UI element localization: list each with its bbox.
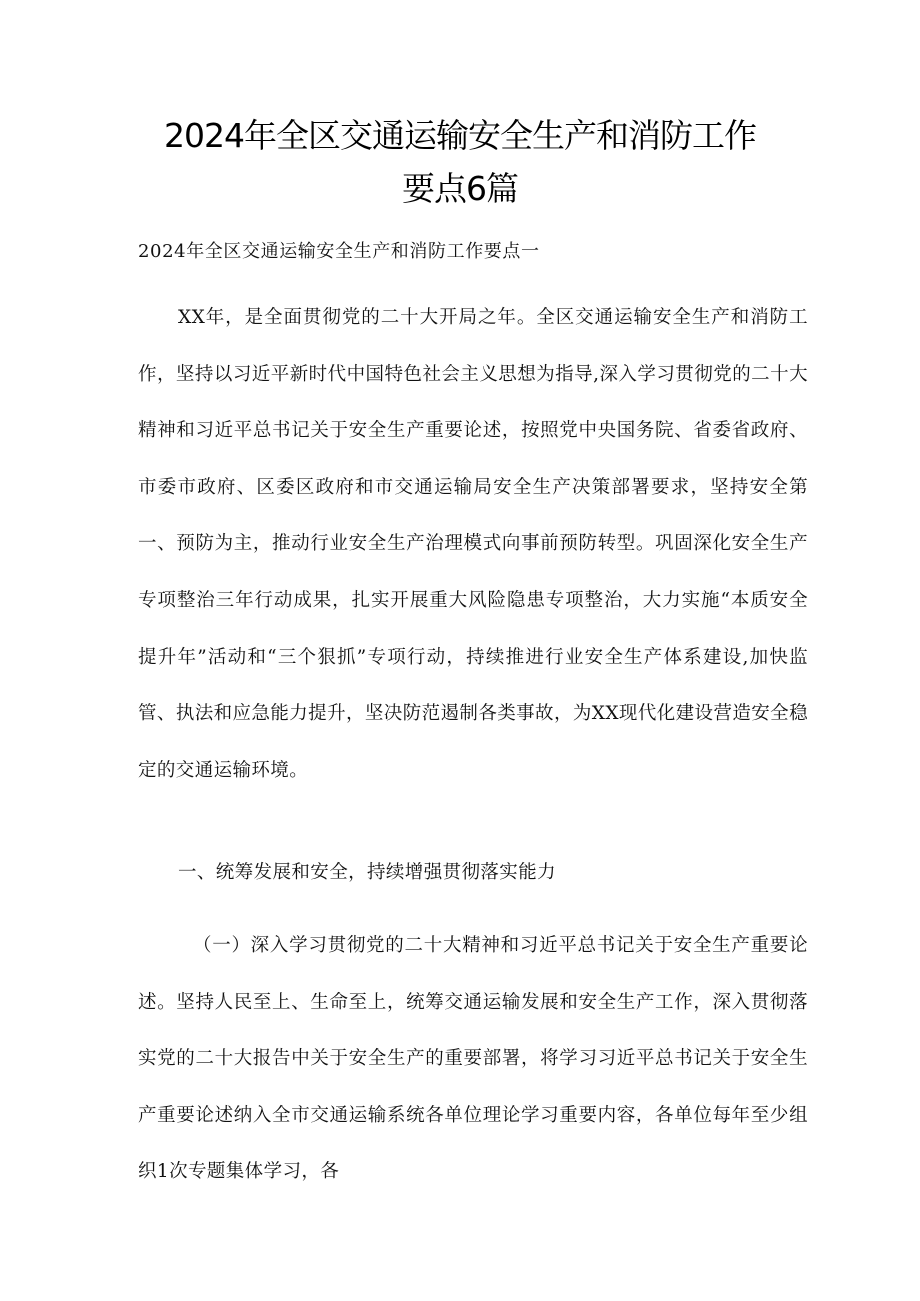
document-title-line1: 2024年全区交通运输安全生产和消防工作	[164, 116, 756, 155]
paragraph-intro-text: XX年，是全面贯彻党的二十大开局之年。全区交通运输安全生产和消防工作，坚持以习近平新时代中国特色社会主义思想为指导,深入学习贯彻党的二十大精神和习近平总书记关于安全生产重要论述，按照党中央国务院、省委省政府、市委市政府、区委区政府和市交通运输局安全生产决策部署要求，坚持安全第一、预防为主，推动行业安全生产治理模式向事前预防转型。巩固深化安全生产专项整治三年行动成果，扎实开展重大风险隐患专项整治，大力实施“本质安全提升年”活动和“三个狠抓”专项行动，持续推进行业安全生产体系建设,加快监管、执法和应急能力提升，坚决防范遏制各类事故，为XX现代化建设营造安全稳定的交通运输环境。	[138, 307, 808, 781]
paragraph-section1-text: （一）深入学习贯彻党的二十大精神和习近平总书记关于安全生产重要论述。坚持人民至上、生命至上，统筹交通运输发展和安全生产工作，深入贯彻落实党的二十大报告中关于安全生产的重要部署，将学习习近平总书记关于安全生产重要论述纳入全市交通运输系统各单位理论学习重要内容，各单位每年至少组织1次专题集体学习，各	[138, 935, 808, 1183]
document-subtitle: 2024年全区交通运输安全生产和消防工作要点一	[138, 241, 540, 262]
document-title-line2: 要点6篇	[402, 169, 518, 208]
section-heading: 一、统筹发展和安全，持续增强贯彻落实能力	[178, 862, 557, 883]
paragraph-intro	[138, 290, 808, 850]
paragraph-section1	[138, 918, 808, 1218]
